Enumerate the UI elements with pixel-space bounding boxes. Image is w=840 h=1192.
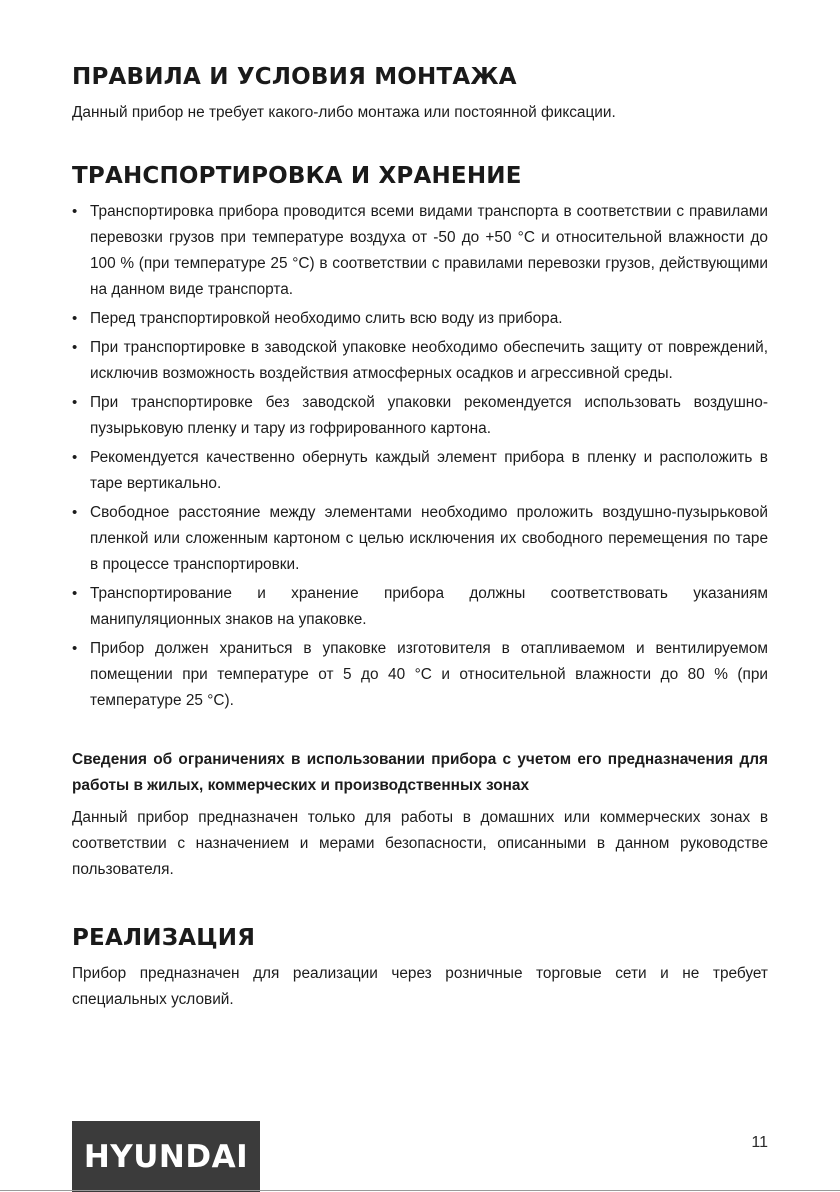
list-item bbox=[72, 445, 768, 497]
list-item bbox=[72, 500, 768, 578]
page-content bbox=[72, 62, 768, 1013]
bullet-icon: • bbox=[72, 203, 78, 220]
transport-list bbox=[72, 199, 768, 714]
list-item bbox=[72, 636, 768, 714]
mounting-title: ПРАВИЛА И УСЛОВИЯ МОНТАЖА bbox=[72, 64, 517, 90]
bullet-icon: • bbox=[72, 339, 78, 356]
sales-title: РЕАЛИЗАЦИЯ bbox=[72, 925, 256, 951]
mounting-text: Данный прибор не требует какого-либо монтажа или постоянной фиксации. bbox=[72, 104, 616, 121]
list-item bbox=[72, 335, 768, 387]
page-number: 11 bbox=[751, 1134, 768, 1151]
bullet-icon: • bbox=[72, 449, 78, 466]
list-item-text: Транспортировка прибора проводится всеми видами транспорта в соответствии с правилами перевозки грузов при температуре воздуха от -50 до +50 °С и относительной влажности до 100 % (при температуре 25 °С) в соответствии с правилами перевозки грузов, действующими на данном виде транспорта. bbox=[90, 203, 768, 298]
bullet-icon: • bbox=[72, 504, 78, 521]
list-item-text: Свободное расстояние между элементами необходимо проложить воздушно-пузырьковой пленкой или сложенным картоном с целью исключения их свободного перемещения по таре в процессе транспортировки. bbox=[90, 504, 768, 573]
bullet-icon: • bbox=[72, 585, 78, 602]
bullet-icon: • bbox=[72, 640, 78, 657]
brand-logo-text: HYUNDAI bbox=[83, 1138, 249, 1175]
brand-logo bbox=[72, 1121, 260, 1192]
bullet-icon: • bbox=[72, 394, 78, 411]
list-item-text: При транспортировке без заводской упаковки рекомендуется использовать воздушно-пузырьковую пленку и тару из гофрированного картона. bbox=[90, 394, 768, 437]
list-item-text: Перед транспортировкой необходимо слить всю воду из прибора. bbox=[90, 310, 563, 327]
list-item bbox=[72, 199, 768, 303]
restrictions-text: Данный прибор предназначен только для работы в домашних или коммерческих зонах в соответствии с назначением и мерами безопасности, описанными в данном руководстве пользователя. bbox=[72, 809, 768, 878]
list-item bbox=[72, 390, 768, 442]
sales-text: Прибор предназначен для реализации через розничные торговые сети и не требует специальных условий. bbox=[72, 965, 768, 1008]
list-item-text: Рекомендуется качественно обернуть каждый элемент прибора в пленку и расположить в таре вертикально. bbox=[90, 449, 768, 492]
transport-title: ТРАНСПОРТИРОВКА И ХРАНЕНИЕ bbox=[72, 163, 522, 189]
list-item-text: Прибор должен храниться в упаковке изготовителя в отапливаемом и вентилируемом помещении при температуре от 5 до 40 °С и относительной влажности до 80 % (при температуре 25 °С). bbox=[90, 640, 768, 709]
list-item-text: Транспортирование и хранение прибора должны соответствовать указаниям манипуляционных знаков на упаковке. bbox=[90, 585, 768, 628]
bottom-divider bbox=[0, 1190, 840, 1191]
bullet-icon: • bbox=[72, 310, 78, 327]
list-item-text: При транспортировке в заводской упаковке необходимо обеспечить защиту от повреждений, исключив возможность воздействия атмосферных осадков и агрессивной среды. bbox=[90, 339, 768, 382]
restrictions-title: Сведения об ограничениях в использовании прибора с учетом его предназначения для работы в жилых, коммерческих и производственных зонах bbox=[72, 751, 768, 794]
list-item bbox=[72, 306, 768, 332]
list-item bbox=[72, 581, 768, 633]
